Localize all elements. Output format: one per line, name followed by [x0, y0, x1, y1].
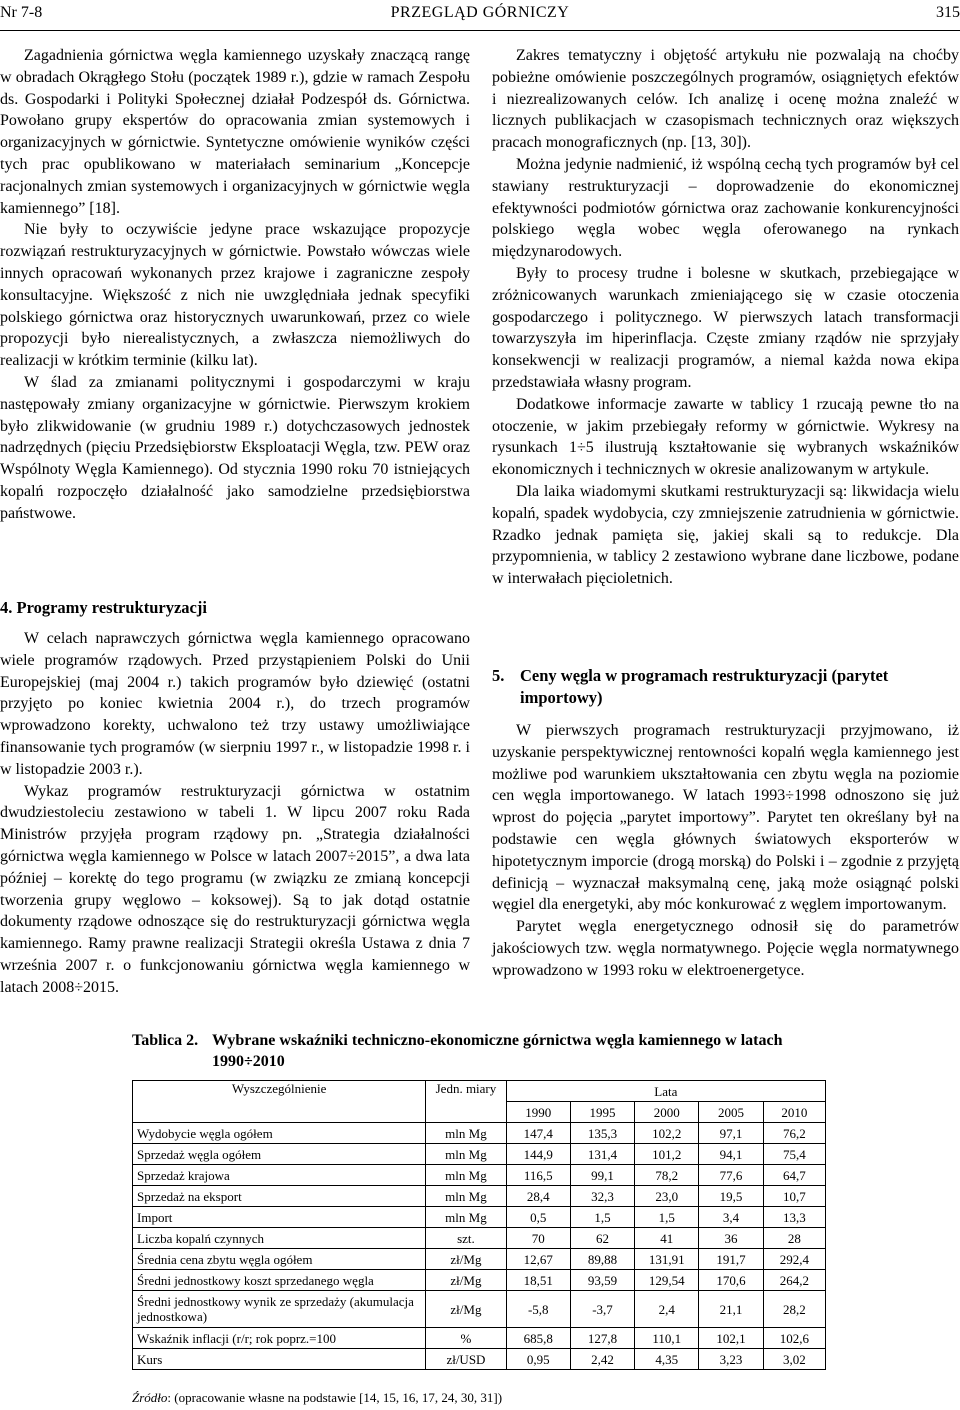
journal-title: PRZEGLĄD GÓRNICZY — [390, 4, 570, 21]
value-cell: 191,7 — [699, 1249, 763, 1270]
value-cell: 3,4 — [699, 1207, 763, 1228]
source-label: Źródło — [132, 1390, 168, 1405]
section-4-heading: 4. Programy restrukturyzacji — [0, 598, 207, 617]
table-row — [133, 1349, 826, 1370]
value-cell: 102,2 — [635, 1123, 699, 1144]
table-title: Wybrane wskaźniki techniczno-ekonomiczne górnictwa węgla kamiennego w latach 1990÷2010 — [212, 1032, 783, 1070]
paragraph: Można jedynie nadmienić, iż wspólną cechą tych programów był cel stawiany restrukturyzacji – doprowadzenie do ekonomicznej efektywności podmiotów górnictwa oraz zachowanie konkurencyjności polskiego węgla wobec węgla oferowanego na rynkach międzynarodowych. — [492, 155, 959, 261]
year-cell: 2005 — [699, 1102, 763, 1123]
value-cell: 685,8 — [506, 1328, 570, 1349]
section-5-number: 5. — [492, 666, 505, 685]
paragraph: Dodatkowe informacje zawarte w tablicy 1 rzucają pewne tło na otoczenie, w jakim przebiegały reformy w górnictwie. Wykresy na rysunkach 1÷5 ilustrują kształtowanie się wybranych wskaźników ekonomicznych i technicznych w okresie analizowanym w artykule. — [492, 395, 959, 479]
value-cell: 76,2 — [763, 1123, 825, 1144]
paragraph: Dla laika wiadomymi skutkami restrukturyzacji są: likwidacja wielu kopalń, spadek wydobycia, czy zmniejszenie zatrudnienia w górnictwie. Rzadko jednak pamięta się, jakiej skali są to redukcje. Dla przypomnienia, w tablicy 2 zestawiono wybrane dane liczbowe, podane w interwałach pięcioletnich. — [492, 482, 959, 588]
header-item: Wyszczególnienie — [133, 1081, 426, 1123]
table-row — [133, 1186, 826, 1207]
paragraph: Były to procesy trudne i bolesne w skutkach, przebiegające w zróżnicowanych warunkach zmieniającego się w czasie otoczenia gospodarczego i politycznego. W pierwszych latach transformacji towarzyszyła im hiperinflacja. Częste zmiany rządów nie sprzyjały konsekwencji w realizacji programów, a niemal każda nowa ekipa przedstawiała własny program. — [492, 264, 959, 391]
table-row — [133, 1228, 826, 1249]
row-label: Średni jednostkowy wynik ze sprzedaży (akumulacja jednostkowa) — [133, 1291, 426, 1328]
value-cell: 292,4 — [763, 1249, 825, 1270]
value-cell: 3,23 — [699, 1349, 763, 1370]
section-5-title: Ceny węgla w programach restrukturyzacji (parytet importowy) — [520, 666, 889, 707]
table-label: Tablica 2. — [132, 1032, 199, 1049]
value-cell: 89,88 — [570, 1249, 634, 1270]
paragraph: Zagadnienia górnictwa węgla kamiennego uzyskały znaczącą rangę w obradach Okrągłego Stołu (początek 1989 r.), gdzie w ramach Zespołu ds. Gospodarki i Polityki Społecznej działał Podzespół ds. Górnictwa. Powołano grupy ekspertów do opracowania zmian systemowych i organizacyjnych w górnictwie. Syntetyczne omówienie wyników części tych prac opublikowano w materiałach seminarium „Koncepcje racjonalnych zmian systemowych i organizacyjnych w górnictwie węgla kamiennego” [18]. — [0, 47, 470, 217]
table-header-row — [133, 1081, 826, 1102]
table-row — [133, 1291, 826, 1328]
header-years: Lata — [506, 1081, 825, 1102]
table-body — [133, 1123, 826, 1370]
value-cell: 28,2 — [763, 1291, 825, 1328]
value-cell: 28,4 — [506, 1186, 570, 1207]
value-cell: 94,1 — [699, 1144, 763, 1165]
right-column — [492, 45, 959, 590]
row-unit: % — [426, 1328, 506, 1349]
value-cell: 101,2 — [635, 1144, 699, 1165]
row-label: Sprzedaż na eksport — [133, 1186, 426, 1207]
row-unit: mln Mg — [426, 1186, 506, 1207]
row-label: Sprzedaż węgla ogółem — [133, 1144, 426, 1165]
value-cell: 264,2 — [763, 1270, 825, 1291]
paragraph: Wykaz programów restrukturyzacji górnictwa w ostatnim dwudziestoleciu zestawiono w tabeli 1. W lipcu 2007 roku Rada Ministrów przyjęła program rządowy pn. „Strategia działalności górnictwa węgla kamiennego w Polsce w latach 2007÷2015”, a dwa lata później – korektę do tego programu (w związku ze zmianą koncepcji tworzenia grupy węglowo – koksowej). Są to jak dotąd ostatnie dokumenty rządowe odnoszące się do restrukturyzacji górnictwa węgla kamiennego. Ramy prawne realizacji Strategii określa Ustawa z dnia 7 września 2007 r. o funkcjonowaniu górnictwa węgla kamiennego w latach 2008÷2015. — [0, 782, 470, 996]
row-unit: mln Mg — [426, 1207, 506, 1228]
row-unit: szt. — [426, 1228, 506, 1249]
row-unit: zł/USD — [426, 1349, 506, 1370]
row-label: Wydobycie węgla ogółem — [133, 1123, 426, 1144]
paragraph: Parytet węgla energetycznego odnosił się do parametrów jakościowych tzw. węgla normatywnego. Pojęcie węgla normatywnego wprowadzono w 1993 roku w elektroenergetyce. — [492, 918, 959, 979]
row-label: Wskaźnik inflacji (r/r; rok poprz.=100 — [133, 1328, 426, 1349]
value-cell: 41 — [635, 1228, 699, 1249]
value-cell: 78,2 — [635, 1165, 699, 1186]
value-cell: 21,1 — [699, 1291, 763, 1328]
issue-number: Nr 7-8 — [0, 4, 43, 21]
value-cell: 129,54 — [635, 1270, 699, 1291]
row-label: Średnia cena zbytu węgla ogółem — [133, 1249, 426, 1270]
value-cell: 75,4 — [763, 1144, 825, 1165]
value-cell: 18,51 — [506, 1270, 570, 1291]
value-cell: 36 — [699, 1228, 763, 1249]
header-unit: Jedn. miary — [426, 1081, 506, 1123]
table-row — [133, 1165, 826, 1186]
year-cell: 2010 — [763, 1102, 825, 1123]
value-cell: -3,7 — [570, 1291, 634, 1328]
row-label: Średni jednostkowy koszt sprzedanego węgla — [133, 1270, 426, 1291]
value-cell: 3,02 — [763, 1349, 825, 1370]
value-cell: 131,91 — [635, 1249, 699, 1270]
value-cell: 127,8 — [570, 1328, 634, 1349]
row-unit: mln Mg — [426, 1123, 506, 1144]
value-cell: 0,95 — [506, 1349, 570, 1370]
value-cell: 0,5 — [506, 1207, 570, 1228]
row-label: Sprzedaż krajowa — [133, 1165, 426, 1186]
value-cell: 12,67 — [506, 1249, 570, 1270]
value-cell: 2,4 — [635, 1291, 699, 1328]
value-cell: 77,6 — [699, 1165, 763, 1186]
table-row — [133, 1328, 826, 1349]
year-cell: 2000 — [635, 1102, 699, 1123]
row-unit: zł/Mg — [426, 1249, 506, 1270]
value-cell: 1,5 — [570, 1207, 634, 1228]
table-row — [133, 1270, 826, 1291]
row-label: Liczba kopalń czynnych — [133, 1228, 426, 1249]
value-cell: 10,7 — [763, 1186, 825, 1207]
section-5-body — [492, 720, 959, 982]
section-5-heading — [492, 665, 959, 709]
value-cell: 62 — [570, 1228, 634, 1249]
paragraph: W celach naprawczych górnictwa węgla kamiennego opracowano wiele programów rządowych. Przed przystąpieniem Polski do Unii Europejskiej (maj 2004 r.) takich programów było dziewięć (ostatni przyjęto po koniec kwietnia 2004 r.), do trzech programów wprowadzono korekty, uchwalono też trzy ustawy umożliwiające finansowanie tych programów (w sierpniu 1997 r., w listopadzie 1998 r. i w listopadzie 2003 r.). — [0, 630, 470, 778]
value-cell: -5,8 — [506, 1291, 570, 1328]
value-cell: 116,5 — [506, 1165, 570, 1186]
value-cell: 13,3 — [763, 1207, 825, 1228]
page-number: 315 — [936, 4, 960, 21]
value-cell: 23,0 — [635, 1186, 699, 1207]
paragraph: Zakres tematyczny i objętość artykułu nie pozwalają na choćby pobieżne omówienie poszczególnych programów, osiągniętych efektów i niezrealizowanych celów. Ich analizę i ocenę można znaleźć w licznych publikacjach w czasopismach technicznych oraz większych pracach monograficznych (np. [13, 30]). — [492, 47, 959, 152]
value-cell: 28 — [763, 1228, 825, 1249]
section-4-body — [0, 628, 470, 999]
indicators-table — [132, 1080, 826, 1370]
table-row — [133, 1207, 826, 1228]
row-unit: zł/Mg — [426, 1270, 506, 1291]
year-cell: 1990 — [506, 1102, 570, 1123]
row-label: Kurs — [133, 1349, 426, 1370]
value-cell: 144,9 — [506, 1144, 570, 1165]
value-cell: 147,4 — [506, 1123, 570, 1144]
value-cell: 99,1 — [570, 1165, 634, 1186]
table-row — [133, 1123, 826, 1144]
row-label: Import — [133, 1207, 426, 1228]
value-cell: 1,5 — [635, 1207, 699, 1228]
value-cell: 4,35 — [635, 1349, 699, 1370]
table-row — [133, 1249, 826, 1270]
page-header — [0, 0, 960, 31]
value-cell: 2,42 — [570, 1349, 634, 1370]
value-cell: 131,4 — [570, 1144, 634, 1165]
value-cell: 102,6 — [763, 1328, 825, 1349]
value-cell: 19,5 — [699, 1186, 763, 1207]
value-cell: 135,3 — [570, 1123, 634, 1144]
value-cell: 93,59 — [570, 1270, 634, 1291]
paragraph: W pierwszych programach restrukturyzacji przyjmowano, iż uzyskanie perspektywicznej rentowności kopalń węgla kamiennego jest możliwe pod warunkiem ukształtowania cen zbytu węgla na poziomie cen węgla importowanego. W latach 1993÷1998 odnoszono się już wprost do pojęcia „parytet importowy”. Parytet ten określany był na podstawie cen węgla głównych światowych eksporterów w hipotetycznym imporcie (drogą morską) do Polski i – zgodnie z przyjętą definicją – wyznaczał maksymalną cenę, jaką może osiągnąć polski węgiel dla energetyki, aby móc konkurować z węglem importowanym. — [492, 722, 959, 914]
value-cell: 64,7 — [763, 1165, 825, 1186]
row-unit: mln Mg — [426, 1165, 506, 1186]
value-cell: 70 — [506, 1228, 570, 1249]
value-cell: 110,1 — [635, 1328, 699, 1349]
table-row — [133, 1144, 826, 1165]
value-cell: 97,1 — [699, 1123, 763, 1144]
table-caption — [132, 1030, 852, 1072]
row-unit: mln Mg — [426, 1144, 506, 1165]
source-text: : (opracowanie własne na podstawie [14, 15, 16, 17, 24, 30, 31]) — [167, 1390, 503, 1405]
value-cell: 170,6 — [699, 1270, 763, 1291]
paragraph: Nie były to oczywiście jedyne prace wskazujące propozycje rozwiązań restrukturyzacyjnych w górnictwie. Powstało wówczas wiele innych opracowań wykonanych przez krajowe i zagraniczne zespoły konsultacyjne. Większość z nich nie uwzględniała jednak specyfiki polskiego górnictwa oraz historycznych uwarunkowań, przez co wiele propozycji było nierealistycznych, a zwłaszcza niemożliwych do realizacji w krótkim terminie (kilku lat). — [0, 221, 470, 370]
paragraph: W ślad za zmianami politycznymi i gospodarczymi w kraju następowały zmiany organizacyjne w górnictwie. Pierwszym krokiem było zlikwidowanie (w grudniu 1989 r.) dotychczasowych jednostek nadrzędnych (pięciu Przedsiębiorstw Eksploatacji Węgla, tzw. PEW oraz Wspólnoty Węgla Kamiennego). Od stycznia 1990 roku 70 istniejących kopalń rozpoczęło działalność jako samodzielne przedsiębiorstwa państwowe. — [0, 373, 470, 522]
row-unit: zł/Mg — [426, 1291, 506, 1328]
table-source — [132, 1390, 502, 1405]
year-cell: 1995 — [570, 1102, 634, 1123]
value-cell: 32,3 — [570, 1186, 634, 1207]
left-column — [0, 45, 470, 525]
value-cell: 102,1 — [699, 1328, 763, 1349]
